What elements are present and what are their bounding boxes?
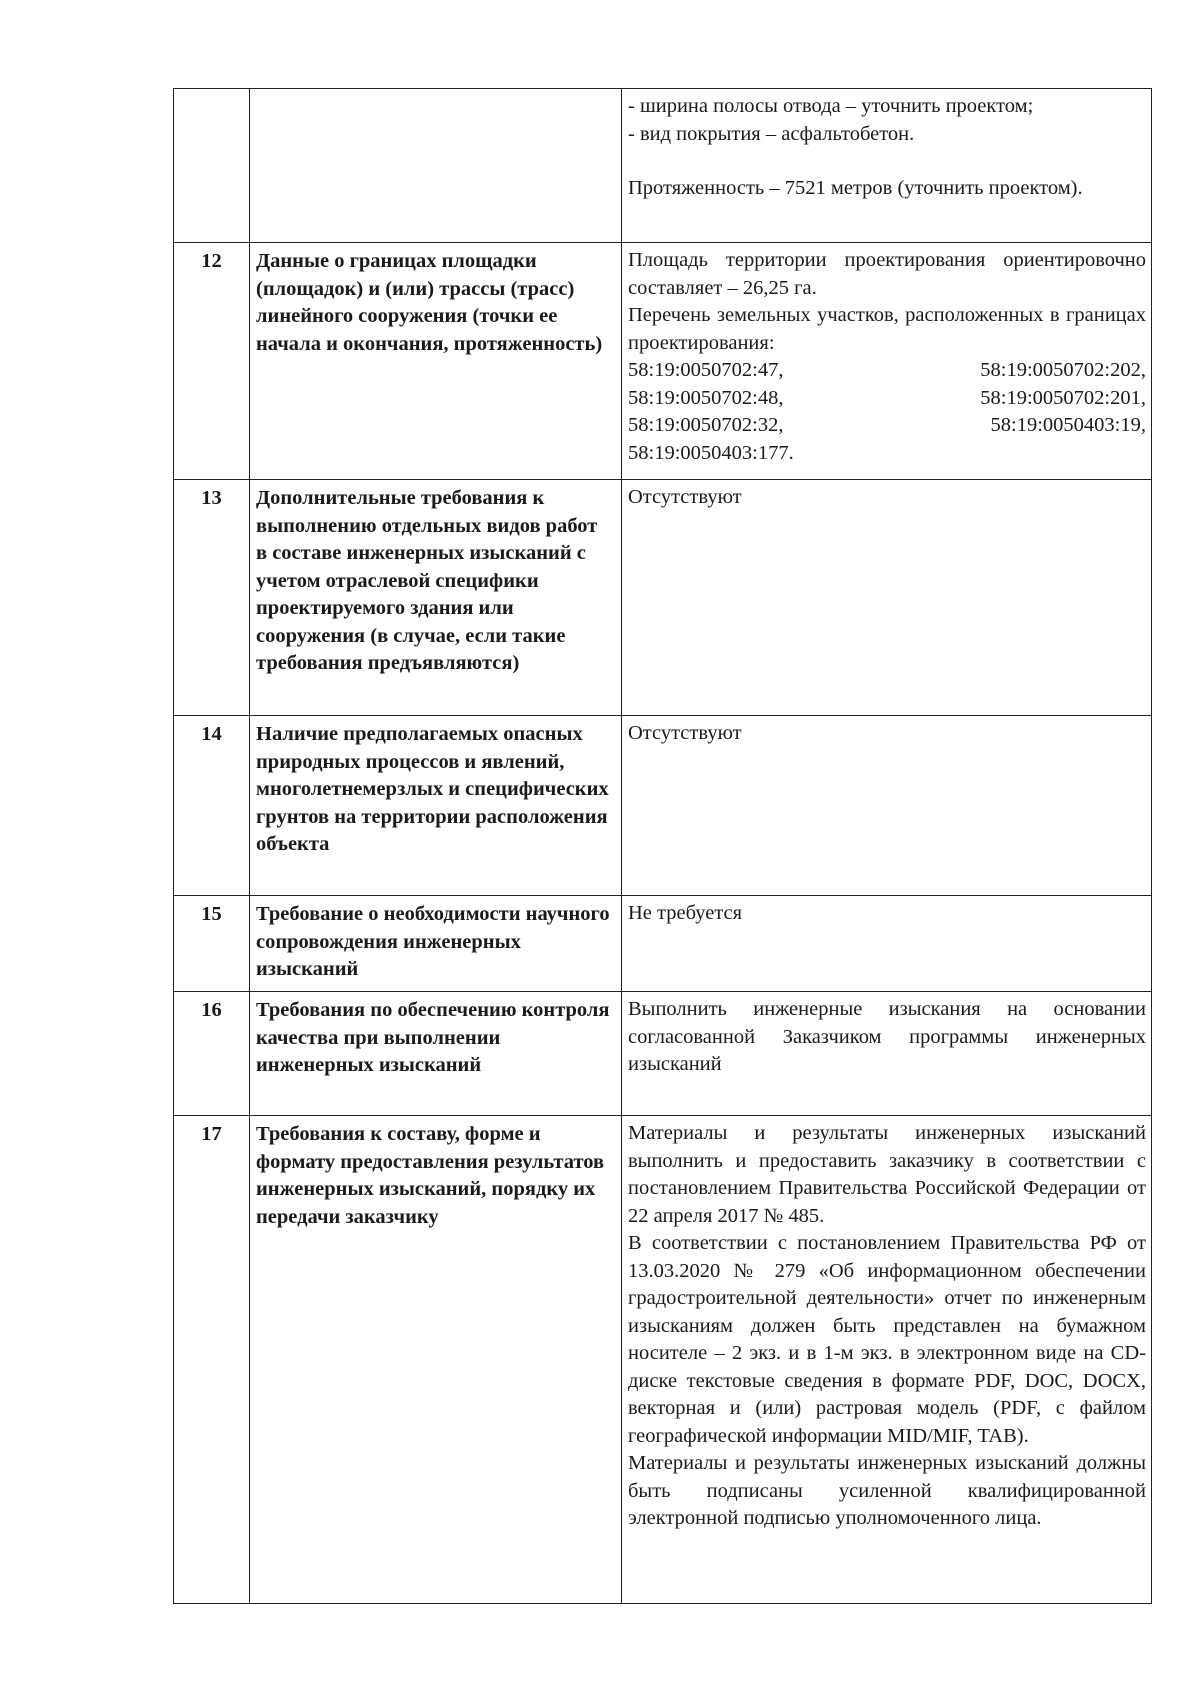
row-requirement-value — [622, 89, 1152, 243]
requirements-table — [173, 88, 1152, 1604]
cadastral-number-line: 58:19:0050702:47, 58:19:0050702:202, — [628, 359, 1146, 381]
row-number: 16 — [174, 992, 250, 1116]
row-requirement-name: Данные о границах площадки (площадок) и (или) трассы (трасс) линейного сооружения (точки ее начала и окончания, протяженность) — [250, 243, 622, 480]
row-requirement-name: Требования по обеспечению контроля качества при выполнении инженерных изысканий — [250, 992, 622, 1116]
table-row — [174, 243, 1152, 480]
row-number: 14 — [174, 716, 250, 896]
value-paragraph: - ширина полосы отвода – уточнить проектом; — [628, 95, 1034, 117]
row-requirement-value — [622, 896, 1152, 992]
row-requirement-value — [622, 1116, 1152, 1604]
row-number: 15 — [174, 896, 250, 992]
table-row — [174, 896, 1152, 992]
value-paragraph: Материалы и результаты инженерных изысканий выполнить и предоставить заказчику в соответствии с постановлением Правительства Российской Федерации от 22 апреля 2017 № 485. — [628, 1122, 1146, 1227]
value-paragraph: Выполнить инженерные изыскания на основании согласованной Заказчиком программы инженерных изысканий — [628, 998, 1146, 1075]
value-paragraph: Отсутствуют — [628, 722, 742, 744]
row-number: 17 — [174, 1116, 250, 1604]
row-requirement-name: Требования к составу, форме и формату предоставления результатов инженерных изысканий, порядку их передачи заказчику — [250, 1116, 622, 1604]
cadastral-number-line: 58:19:0050702:48, 58:19:0050702:201, — [628, 386, 1146, 409]
value-paragraph: - вид покрытия – асфальтобетон. — [628, 122, 915, 145]
value-paragraph: Материалы и результаты инженерных изысканий должны быть подписаны усиленной квалифицированной электронной подписью уполномоченного лица. — [628, 1452, 1146, 1529]
table-row — [174, 480, 1152, 716]
row-number: 13 — [174, 480, 250, 716]
value-paragraph: Отсутствуют — [628, 486, 742, 508]
row-requirement-name: Наличие предполагаемых опасных природных процессов и явлений, многолетнемерзлых и специфических грунтов на территории расположения объекта — [250, 716, 622, 896]
value-paragraph: Перечень земельных участков, расположенных в границах проектирования: — [628, 304, 1146, 354]
table-row — [174, 89, 1152, 243]
row-requirement-value — [622, 716, 1152, 896]
table-row — [174, 992, 1152, 1116]
table-row — [174, 1116, 1152, 1604]
cadastral-number-list — [628, 357, 1146, 467]
row-requirement-name: Требование о необходимости научного сопровождения инженерных изысканий — [250, 896, 622, 992]
cadastral-number-line: 58:19:0050702:32, 58:19:0050403:19, — [628, 414, 1146, 436]
value-paragraph: Не требуется — [628, 902, 743, 924]
value-paragraph: Площадь территории проектирования ориентировочно составляет – 26,25 га. — [628, 249, 1146, 299]
row-requirement-value — [622, 992, 1152, 1116]
value-paragraph: Протяженность – 7521 метров (уточнить проектом). — [628, 177, 1083, 199]
row-number: 12 — [174, 243, 250, 480]
row-requirement-value — [622, 243, 1152, 480]
row-number — [174, 89, 250, 243]
row-requirement-value — [622, 480, 1152, 716]
row-requirement-name: Дополнительные требования к выполнению отдельных видов работ в составе инженерных изысканий с учетом отраслевой специфики проектируемого здания или сооружения (в случае, если такие требования предъявляются) — [250, 480, 622, 716]
value-paragraph-spacer — [628, 148, 1146, 175]
row-requirement-name — [250, 89, 622, 243]
table-row — [174, 716, 1152, 896]
cadastral-number-line: 58:19:0050403:177. — [628, 441, 794, 464]
value-paragraph: В соответствии с постановлением Правительства РФ от 13.03.2020 № 279 «Об информационном обеспечении градостроительной деятельности» отчет по инженерным изысканиям должен быть представлен на бумажном носителе – 2 экз. и в 1-м экз. в электронном виде на CD-диске текстовые сведения в формате PDF, DOC, DOCX, векторная и (или) растровая модель (PDF, с файлом географической информации MID/MIF, TAB). — [628, 1232, 1146, 1447]
